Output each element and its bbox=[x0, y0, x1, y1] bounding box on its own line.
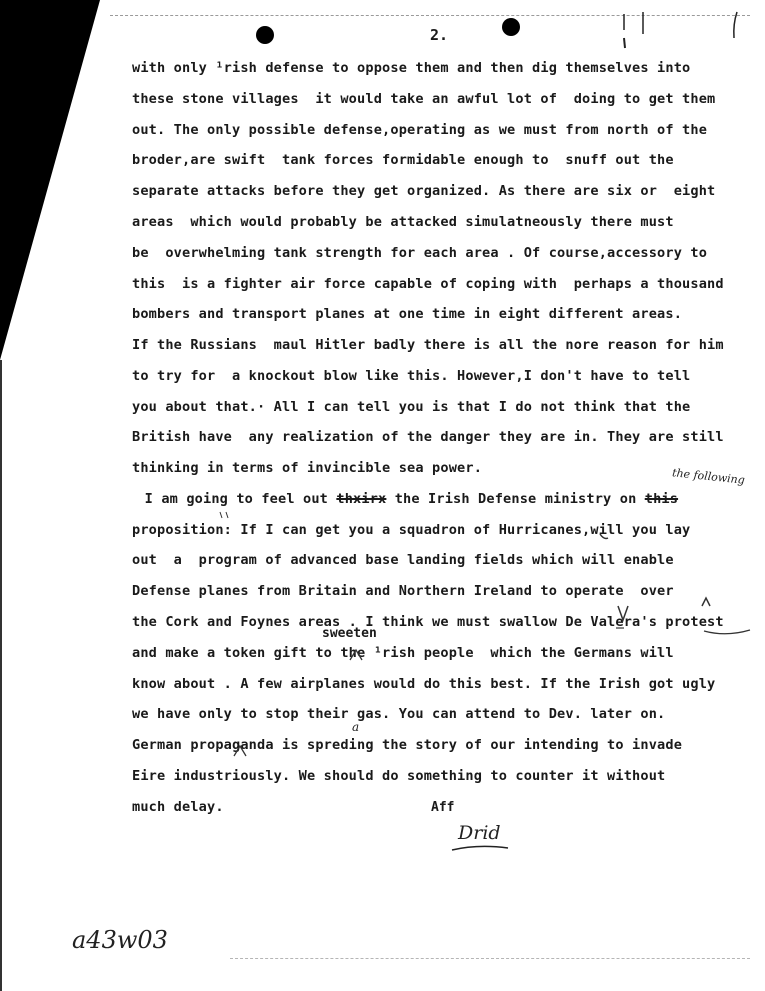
closing-abbreviation: Aff bbox=[431, 800, 455, 815]
margin-marks bbox=[612, 8, 762, 58]
text-line: British have any realization of the danger they are in. They are still bbox=[132, 429, 724, 445]
text-line: areas which would probably be attacked simulatneously there must bbox=[132, 214, 674, 230]
page-number: 2. bbox=[430, 26, 449, 44]
text-line: these stone villages it would take an awful lot of doing to get them bbox=[132, 91, 716, 107]
signature-underline bbox=[448, 840, 518, 856]
page-edge bbox=[0, 360, 2, 991]
text-line: If the Russians maul Hitler badly there is all the nore reason for him bbox=[132, 337, 724, 353]
typed-insertion: sweeten bbox=[322, 626, 377, 641]
text-line: out. The only possible defense,operating as we must from north of the bbox=[132, 122, 708, 138]
signature: Drid bbox=[458, 822, 501, 844]
text-line: Eire industriously. We should do something to counter it without bbox=[132, 768, 666, 784]
text-line: be overwhelming tank strength for each area . Of course,accessory to bbox=[132, 245, 708, 261]
punch-hole-left bbox=[256, 26, 274, 44]
dark-corner-shadow bbox=[0, 0, 100, 360]
text-line: bombers and transport planes at one time in eight different areas. bbox=[132, 306, 683, 322]
text-line: separate attacks before they get organized. As there are six or eight bbox=[132, 183, 716, 199]
text-line: proposition: If I can get you a squadron of Hurricanes,will you lay bbox=[132, 522, 691, 538]
text-line: and make a token gift to the ¹rish people which the Germans will bbox=[132, 645, 674, 661]
archive-reference: a43w03 bbox=[72, 926, 168, 954]
text-line: German propaganda is spreding the story of our intending to invade bbox=[132, 737, 683, 753]
text-line: we have only to stop their gas. You can attend to Dev. later on. bbox=[132, 706, 666, 722]
struck-word: thxirx bbox=[336, 491, 387, 507]
punch-hole-right bbox=[502, 18, 520, 36]
handwritten-character: a bbox=[352, 720, 360, 734]
text-line: know about . A few airplanes would do this best. If the Irish got ugly bbox=[132, 676, 716, 692]
caret-mark bbox=[228, 740, 258, 760]
editing-marks bbox=[130, 500, 765, 700]
handwritten-insertion: the following bbox=[671, 466, 746, 487]
text-line: thinking in terms of invincible sea power. bbox=[132, 460, 483, 476]
text-line: to try for a knockout blow like this. However,I don't have to tell bbox=[132, 368, 691, 384]
text-line: broder,are swift tank forces formidable enough to snuff out the bbox=[132, 152, 674, 168]
struck-word: this bbox=[644, 491, 679, 507]
text-line: out a program of advanced base landing fields which will enable bbox=[132, 552, 674, 568]
text-line: Defense planes from Britain and Northern Ireland to operate over bbox=[132, 583, 674, 599]
text-line: this is a fighter air force capable of coping with perhaps a thousand bbox=[132, 276, 724, 292]
bottom-rule bbox=[230, 958, 750, 959]
text-line: you about that.· All I can tell you is that I do not think that the bbox=[132, 399, 691, 415]
text-line: much delay. bbox=[132, 799, 224, 815]
text-fragment: I am going to feel out bbox=[128, 491, 337, 507]
text-line: with only ¹rish defense to oppose them and then dig themselves into bbox=[132, 60, 691, 76]
text-line: the Cork and Foynes areas . I think we must swallow De Valera's protest bbox=[132, 614, 724, 630]
text-fragment: the Irish Defense ministry on bbox=[386, 491, 645, 507]
